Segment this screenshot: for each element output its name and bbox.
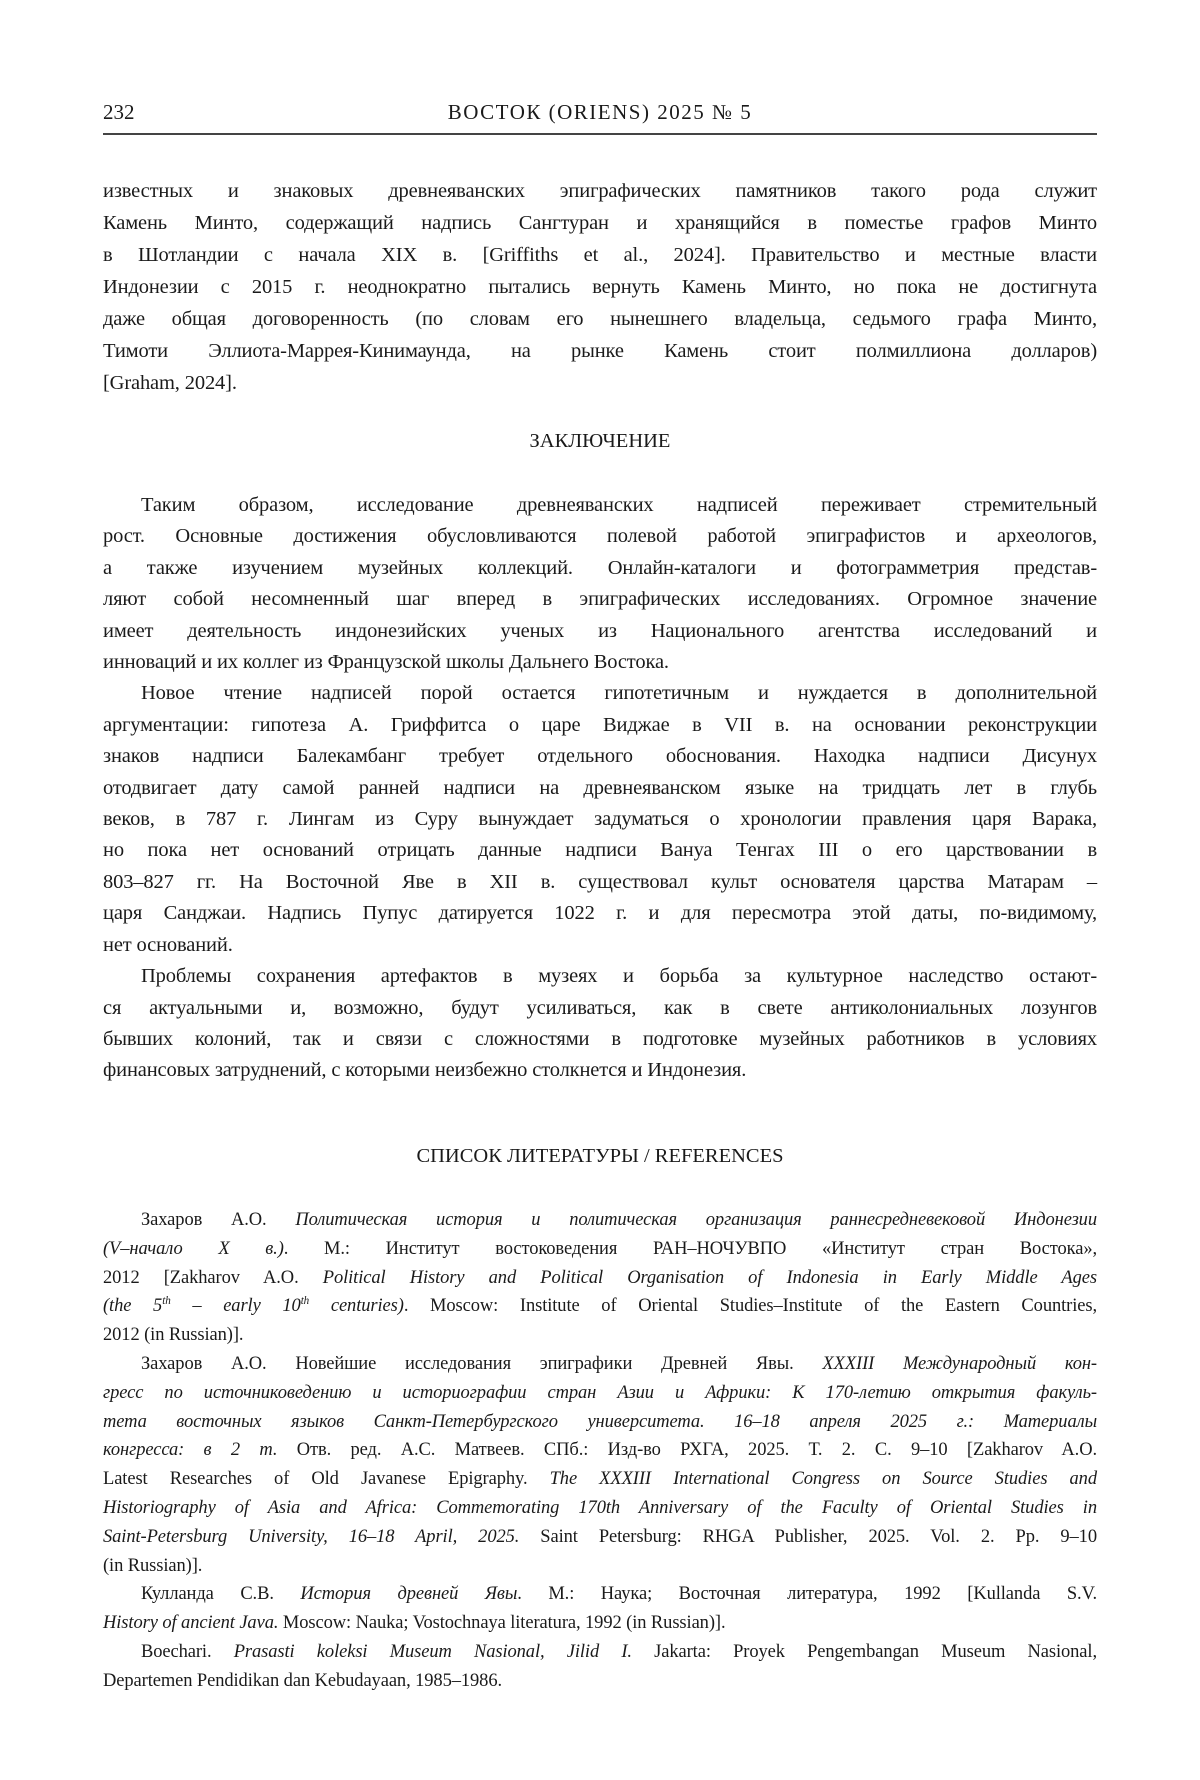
intro-paragraph xyxy=(103,175,1097,399)
references-list xyxy=(103,1206,1097,1696)
italic-title-segment: гресс по источниковедению и историографии стран Азии и Африки: К 170-летию открытия факуль- xyxy=(103,1383,1097,1403)
italic-title-segment: (V–начало X в.) xyxy=(103,1239,284,1259)
text-line: аргументации: гипотеза А. Гриффитса о царе Виджае в VII в. на основании реконструкции xyxy=(103,710,1097,741)
text-line: отодвигает дату самой ранней надписи на древнеяванском языке на тридцать лет в глубь xyxy=(103,773,1097,804)
text-line: нет оснований. xyxy=(103,930,1097,961)
reference-line xyxy=(103,1235,1097,1264)
text-segment: Departemen Pendidikan dan Kebudayaan, 1985–1986. xyxy=(103,1671,502,1691)
text-segment: Захаров А.О. Новейшие исследования эпиграфики Древней Явы. xyxy=(141,1354,822,1374)
italic-title-segment: th xyxy=(301,1295,309,1307)
text-line: но пока нет оснований отрицать данные надписи Вануа Тенгах III о его царствовании в xyxy=(103,835,1097,866)
text-line: а также изучением музейных коллекций. Онлайн-каталоги и фотограмметрия представ- xyxy=(103,553,1097,584)
conclusion-paragraph xyxy=(103,961,1097,1087)
text-line: царя Санджаи. Надпись Пупус датируется 1022 г. и для пересмотра этой даты, по-видимому, xyxy=(103,898,1097,929)
text-segment: Захаров А.О. xyxy=(141,1210,295,1230)
text-segment: Кулланда С.В. xyxy=(141,1584,300,1604)
journal-title: ВОСТОК (ORIENS) 2025 № 5 xyxy=(103,100,1097,125)
running-header xyxy=(103,100,1097,130)
conclusion-paragraph xyxy=(103,678,1097,961)
reference-line xyxy=(103,1379,1097,1408)
text-segment: Moscow: Nauka; Vostochnaya literatura, 1992 (in Russian)]. xyxy=(278,1613,725,1633)
reference-line xyxy=(103,1264,1097,1293)
text-line: бывших колоний, так и связи с сложностями в подготовке музейных работников в условиях xyxy=(103,1024,1097,1055)
reference-line xyxy=(103,1350,1097,1379)
reference-entry xyxy=(103,1350,1097,1580)
text-line: Индонезии с 2015 г. неоднократно пытались вернуть Камень Минто, но пока не достигнута xyxy=(103,271,1097,303)
text-segment: Boechari. xyxy=(141,1642,234,1662)
text-line: веков, в 787 г. Лингам из Суру вынуждает задуматься о хронологии правления царя Варака, xyxy=(103,804,1097,835)
italic-title-segment: конгресса: в 2 т. xyxy=(103,1440,277,1460)
text-line: 803–827 гг. На Восточной Яве в XII в. существовал культ основателя царства Матарам – xyxy=(103,867,1097,898)
italic-title-segment: Historiography of Asia and Africa: Commemorating 170th Anniversary of the Faculty of Oriental Studies in xyxy=(103,1498,1097,1518)
italic-title-segment: Политическая история и политическая организация раннесредневековой Индонезии xyxy=(295,1210,1097,1230)
reference-line xyxy=(103,1494,1097,1523)
text-segment: . Moscow: Institute of Oriental Studies–Institute of the Eastern Countries, xyxy=(404,1296,1097,1316)
text-line: известных и знаковых древнеяванских эпиграфических памятников такого рода служит xyxy=(103,175,1097,207)
text-line: [Graham, 2024]. xyxy=(103,367,1097,399)
text-line: даже общая договоренность (по словам его нынешнего владельца, седьмого графа Минто, xyxy=(103,303,1097,335)
text-segment: Отв. ред. А.С. Матвеев. СПб.: Изд-во РХГА, 2025. Т. 2. С. 9–10 [Zakharov A.O. xyxy=(277,1440,1097,1460)
text-segment: Saint Petersburg: RHGA Publisher, 2025. Vol. 2. Pp. 9–10 xyxy=(519,1527,1097,1547)
text-segment: (in Russian)]. xyxy=(103,1556,202,1576)
reference-entry xyxy=(103,1206,1097,1350)
reference-line xyxy=(103,1436,1097,1465)
reference-line xyxy=(103,1552,1097,1581)
text-line: знаков надписи Балекамбанг требует отдельного обоснования. Находка надписи Дисунух xyxy=(103,741,1097,772)
text-line: Тимоти Эллиота-Маррея-Кинимаунда, на рынке Камень стоит полмиллиона долларов) xyxy=(103,335,1097,367)
text-line: Новое чтение надписей порой остается гипотетичным и нуждается в дополнительной xyxy=(103,678,1097,709)
reference-line xyxy=(103,1638,1097,1667)
reference-entry xyxy=(103,1638,1097,1696)
italic-title-segment: Saint-Petersburg University, 16–18 April, 2025. xyxy=(103,1527,519,1547)
italic-title-segment: XXXIII Международный кон- xyxy=(822,1354,1097,1374)
italic-title-segment: Political History and Political Organisation of Indonesia in Early Middle Ages xyxy=(323,1268,1097,1288)
reference-line xyxy=(103,1580,1097,1609)
text-segment: 2012 [Zakharov A.O. xyxy=(103,1268,323,1288)
text-line: в Шотландии с начала XIX в. [Griffiths et al., 2024]. Правительство и местные власти xyxy=(103,239,1097,271)
reference-line xyxy=(103,1523,1097,1552)
italic-title-segment: centuries) xyxy=(309,1296,404,1316)
reference-line xyxy=(103,1408,1097,1437)
italic-title-segment: Prasasti koleksi Museum Nasional, Jilid I. xyxy=(234,1642,632,1662)
reference-line xyxy=(103,1667,1097,1696)
text-segment: . М.: Наука; Восточная литература, 1992 [Kullanda S.V. xyxy=(517,1584,1097,1604)
page-number: 232 xyxy=(103,100,135,125)
italic-title-segment: The XXXIII International Congress on Source Studies and xyxy=(550,1469,1097,1489)
text-segment: 2012 (in Russian)]. xyxy=(103,1325,243,1345)
reference-line xyxy=(103,1292,1097,1321)
text-line: ляют собой несомненный шаг вперед в эпиграфических исследованиях. Огромное значение xyxy=(103,584,1097,615)
text-line: Камень Минто, содержащий надпись Сангтуран и хранящийся в поместье графов Минто xyxy=(103,207,1097,239)
italic-title-segment: th xyxy=(162,1295,170,1307)
italic-title-segment: – early 10 xyxy=(171,1296,301,1316)
header-rule xyxy=(103,133,1097,135)
text-segment: . М.: Институт востоковедения РАН–НОЧУВПО «Институт стран Востока», xyxy=(284,1239,1097,1259)
text-line: Проблемы сохранения артефактов в музеях и борьба за культурное наследство остают- xyxy=(103,961,1097,992)
conclusion-heading: ЗАКЛЮЧЕНИЕ xyxy=(103,430,1097,453)
italic-title-segment: История древней Явы xyxy=(300,1584,517,1604)
text-line: рост. Основные достижения обусловливаются полевой работой эпиграфистов и археологов, xyxy=(103,521,1097,552)
text-line: Таким образом, исследование древнеяванских надписей переживает стремительный xyxy=(103,490,1097,521)
text-line: инноваций и их коллег из Французской школы Дальнего Востока. xyxy=(103,647,1097,678)
reference-line xyxy=(103,1321,1097,1350)
reference-line xyxy=(103,1206,1097,1235)
conclusion-section xyxy=(103,490,1097,1087)
reference-entry xyxy=(103,1580,1097,1638)
text-segment: Latest Researches of Old Javanese Epigraphy. xyxy=(103,1469,550,1489)
italic-title-segment: тета восточных языков Санкт-Петербургского университета. 16–18 апреля 2025 г.: Материалы xyxy=(103,1412,1097,1432)
reference-line xyxy=(103,1609,1097,1638)
italic-title-segment: History of ancient Java. xyxy=(103,1613,278,1633)
text-line: имеет деятельность индонезийских ученых из Национального агентства исследований и xyxy=(103,616,1097,647)
references-heading: СПИСОК ЛИТЕРАТУРЫ / REFERENCES xyxy=(103,1145,1097,1168)
conclusion-paragraph xyxy=(103,490,1097,678)
reference-line xyxy=(103,1465,1097,1494)
italic-title-segment: (the 5 xyxy=(103,1296,162,1316)
text-line: ся актуальными и, возможно, будут усиливаться, как в свете антиколониальных лозунгов xyxy=(103,993,1097,1024)
text-segment: Jakarta: Proyek Pengembangan Museum Nasional, xyxy=(632,1642,1097,1662)
text-line: финансовых затруднений, с которыми неизбежно столкнется и Индонезия. xyxy=(103,1055,1097,1086)
